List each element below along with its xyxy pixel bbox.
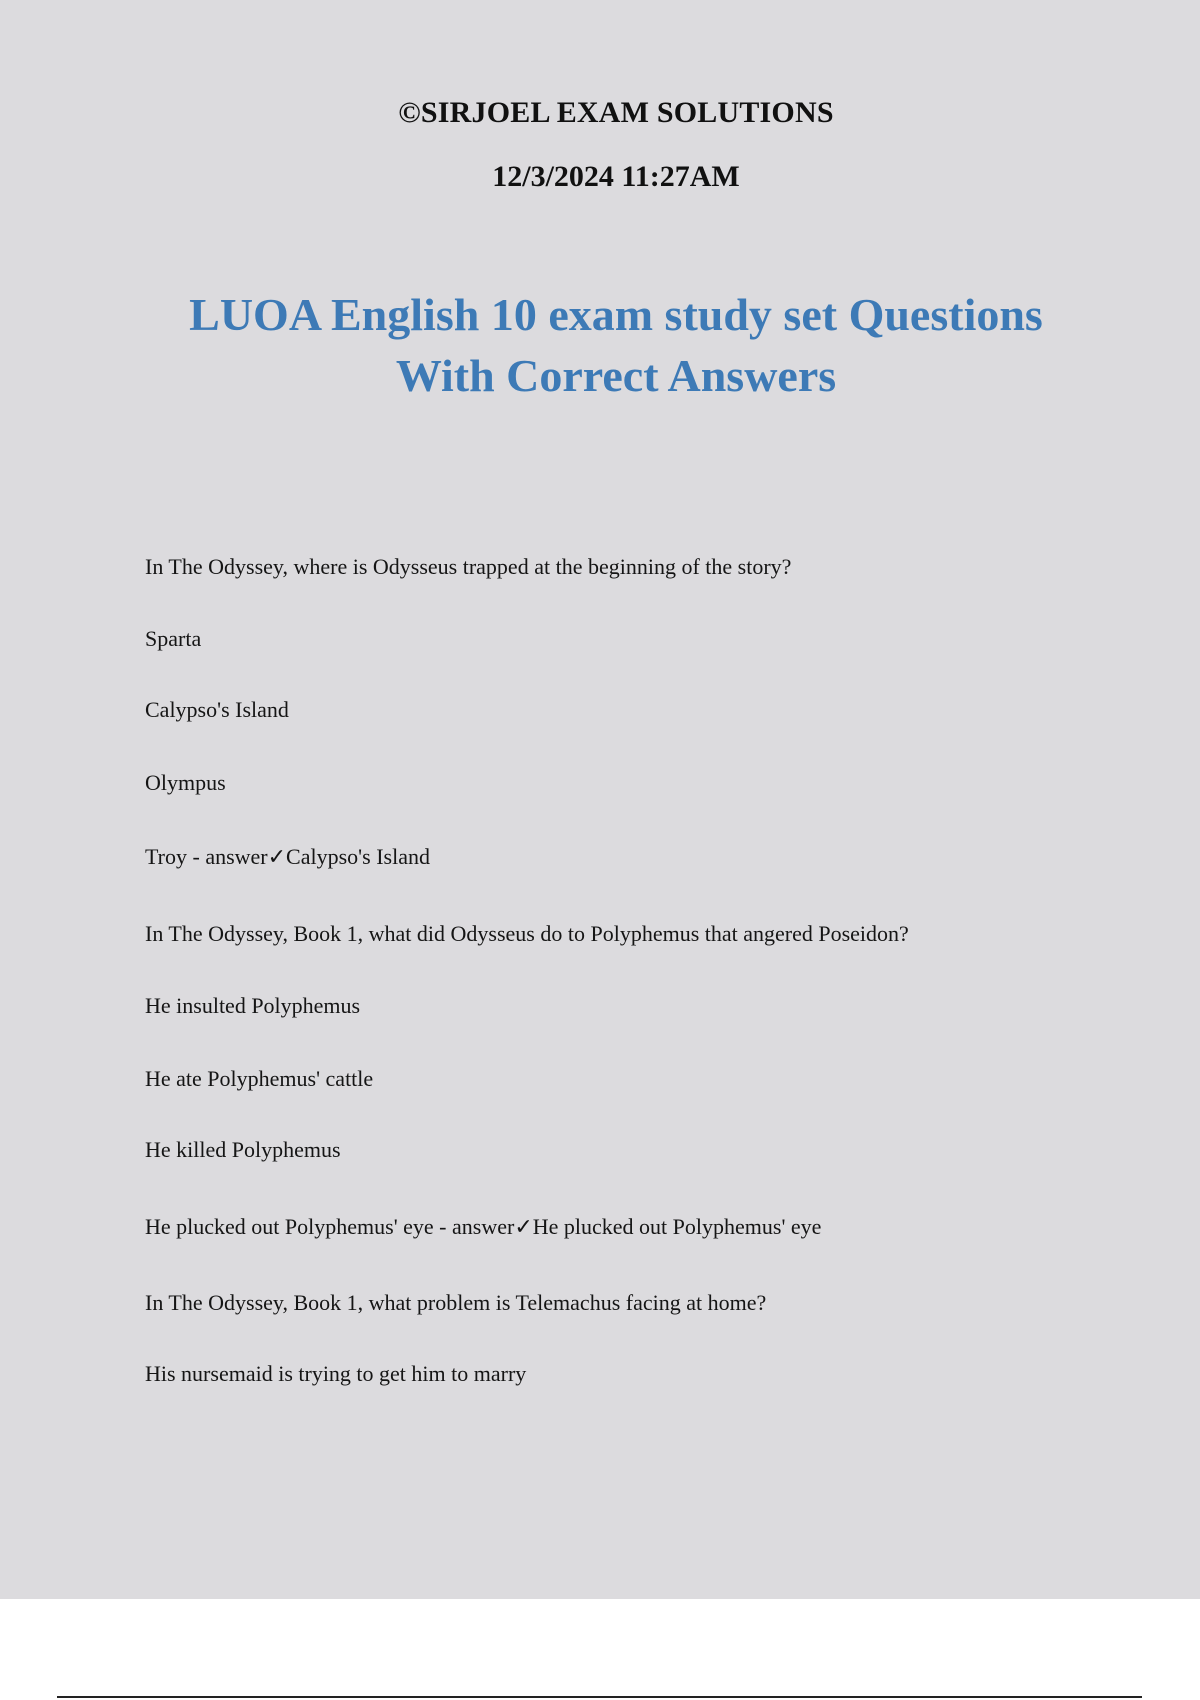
- page-divider: [57, 1696, 1142, 1698]
- option-2b: He ate Polyphemus' cattle: [145, 1066, 374, 1091]
- option-3a: His nursemaid is trying to get him to marry: [145, 1361, 527, 1386]
- option-1d-with-answer: Troy - answer✓Calypso's Island: [145, 844, 430, 869]
- document-title-line-1: LUOA English 10 exam study set Questions: [189, 289, 1043, 340]
- question-3: In The Odyssey, Book 1, what problem is Telemachus facing at home?: [145, 1290, 767, 1315]
- question-1: In The Odyssey, where is Odysseus trapped at the beginning of the story?: [145, 554, 792, 579]
- document-title-line-2: With Correct Answers: [395, 350, 837, 401]
- option-2a: He insulted Polyphemus: [145, 993, 361, 1018]
- option-1c: Olympus: [145, 770, 226, 795]
- brand-header: ©SIRJOEL EXAM SOLUTIONS: [398, 96, 834, 129]
- option-1b: Calypso's Island: [145, 697, 289, 722]
- option-1a: Sparta: [145, 626, 202, 651]
- timestamp: 12/3/2024 11:27AM: [492, 160, 740, 193]
- question-2: In The Odyssey, Book 1, what did Odysseus do to Polyphemus that angered Poseidon?: [145, 921, 909, 946]
- option-2d-with-answer: He plucked out Polyphemus' eye - answer✓He plucked out Polyphemus' eye: [145, 1214, 822, 1239]
- document-title: [120, 284, 1112, 406]
- option-2c: He killed Polyphemus: [145, 1137, 341, 1162]
